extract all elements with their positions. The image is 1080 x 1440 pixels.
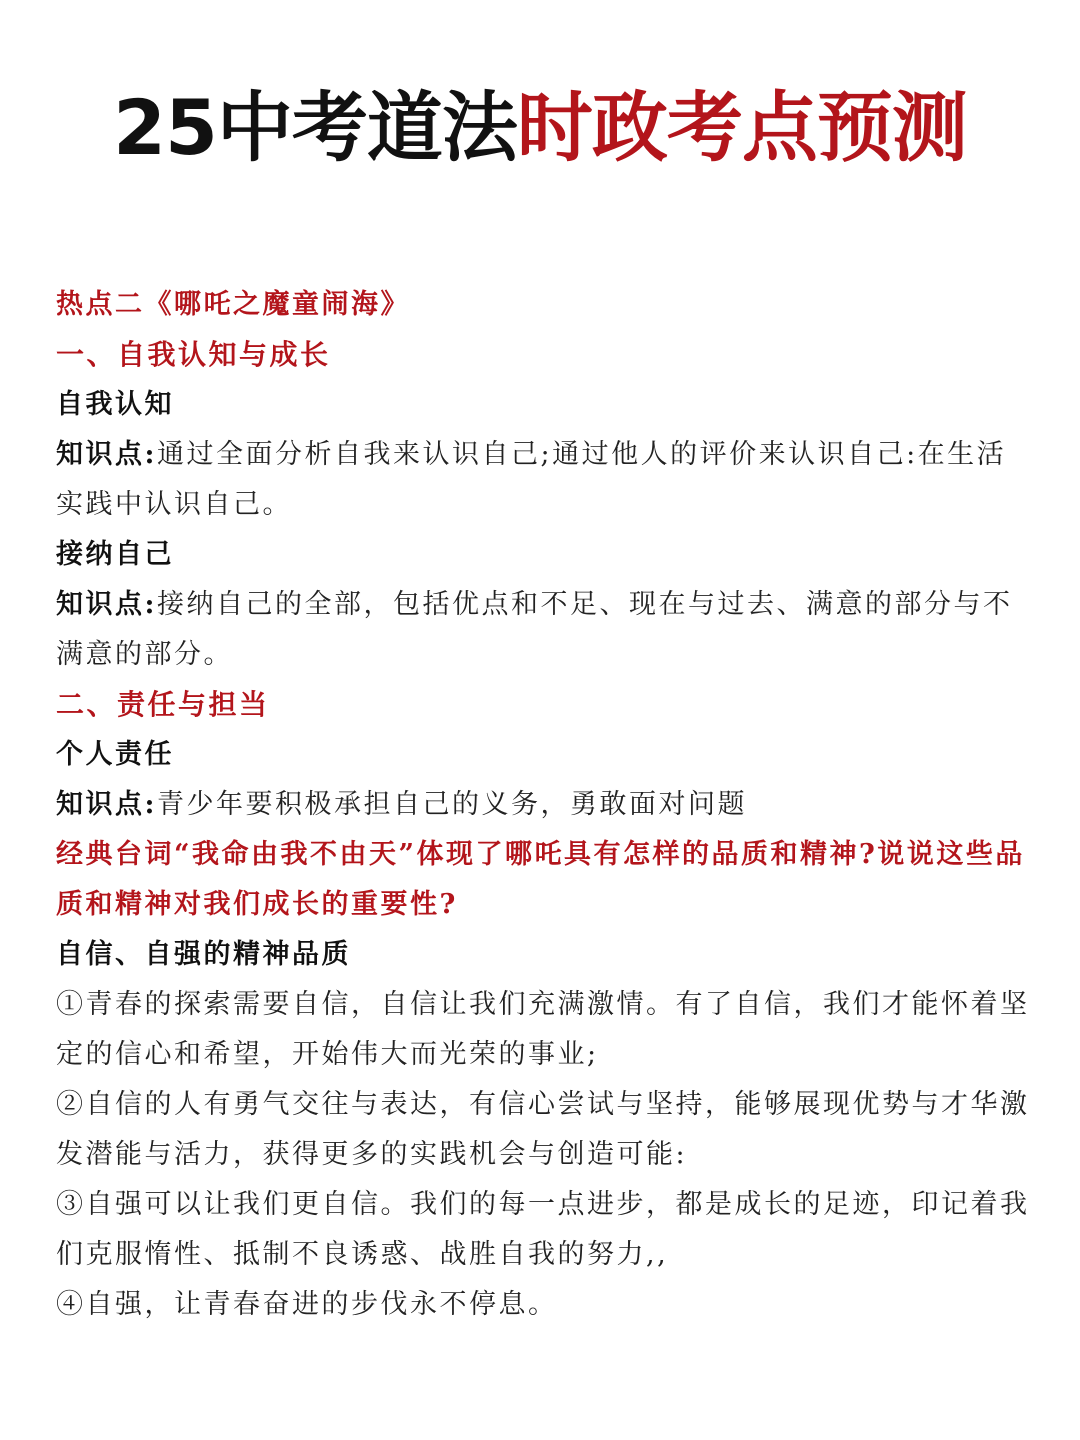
answer-item: ①青春的探索需要自信，自信让我们充满激情。有了自信，我们才能怀着坚定的信心和希望，开始伟大而光荣的事业; <box>56 989 1030 1070</box>
knowledge-point <box>56 580 1031 680</box>
knowledge-point-label: 知识点: <box>56 439 157 470</box>
document-body <box>56 280 1031 1330</box>
answer-heading: 自信、自强的精神品质 <box>56 939 351 970</box>
knowledge-point-text: 接纳自己的全部，包括优点和不足、现在与过去、满意的部分与不满意的部分。 <box>56 589 1013 670</box>
subheading-personal-responsibility: 个人责任 <box>56 739 174 770</box>
page-title-red: 时政考点预测 <box>516 83 967 172</box>
knowledge-point-label: 知识点: <box>56 789 157 820</box>
knowledge-point <box>56 780 1031 830</box>
page-title <box>0 78 1080 178</box>
subheading-accept-self: 接纳自己 <box>56 539 174 570</box>
section2-heading: 二、责任与担当 <box>56 688 270 721</box>
page-title-black: 25中考道法 <box>113 83 517 172</box>
knowledge-point-text: 通过全面分析自我来认识自己;通过他人的评价来认识自己:在生活实践中认识自己。 <box>56 439 1007 520</box>
answer-item: ②自信的人有勇气交往与表达，有信心尝试与坚持，能够展现优势与才华激发潜能与活力，获得更多的实践机会与创造可能: <box>56 1089 1030 1170</box>
question-text: 经典台词“我命由我不由天”体现了哪吒具有怎样的品质和精神?说说这些品质和精神对我们成长的重要性? <box>56 839 1025 920</box>
answer-item: ④自强，让青春奋进的步伐永不停息。 <box>56 1289 558 1320</box>
knowledge-point-text: 青少年要积极承担自己的义务，勇敢面对问题 <box>156 789 747 820</box>
knowledge-point-label: 知识点: <box>56 589 157 620</box>
answer-item: ③自强可以让我们更自信。我们的每一点进步，都是成长的足迹，印记着我们克服惰性、抵制不良诱惑、战胜自我的努力,, <box>56 1189 1030 1270</box>
subheading-self-cognition: 自我认知 <box>56 389 174 420</box>
knowledge-point <box>56 430 1031 530</box>
hotspot-title: 热点二《哪吒之魔童闹海》 <box>56 289 410 320</box>
section1-heading: 一、自我认知与成长 <box>56 338 331 371</box>
